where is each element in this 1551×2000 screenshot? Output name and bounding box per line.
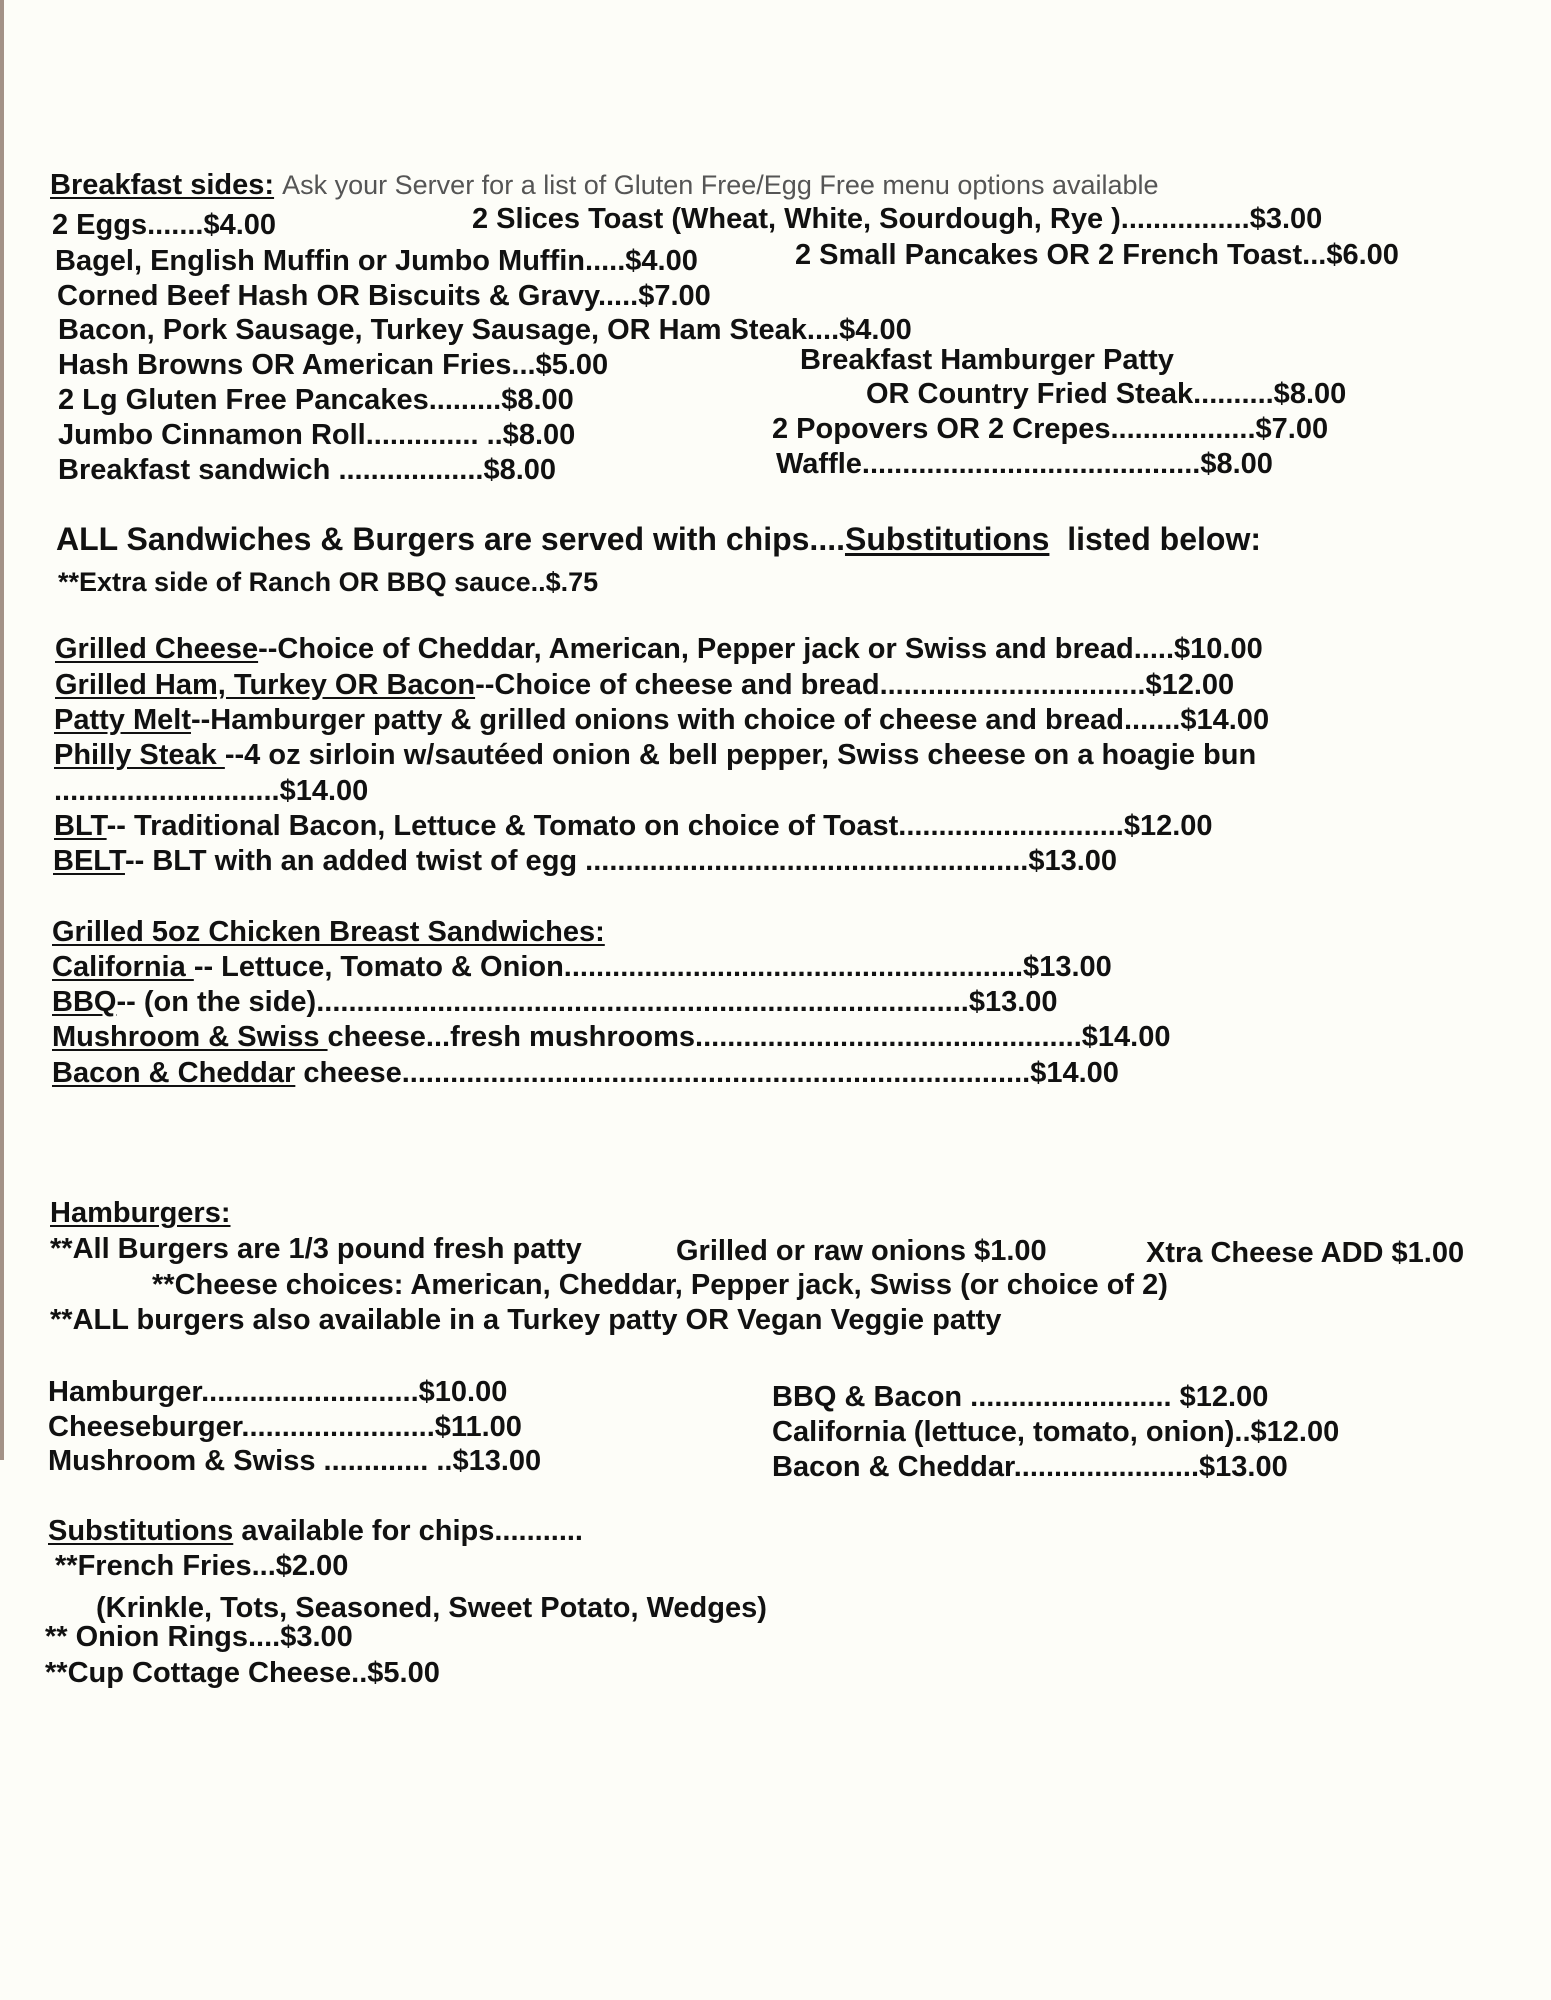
burger-item: California (lettuce, tomato, onion)..$12.00 bbox=[772, 1416, 1340, 1448]
item-name: California bbox=[52, 951, 194, 983]
substitution-item: (Krinkle, Tots, Seasoned, Sweet Potato, Wedges) bbox=[96, 1592, 767, 1624]
burger-note-alt: **ALL burgers also available in a Turkey patty OR Vegan Veggie patty bbox=[50, 1304, 1002, 1336]
burger-item: Cheeseburger........................$11.00 bbox=[48, 1411, 522, 1443]
sandwich-item bbox=[54, 774, 368, 808]
sandwich-item bbox=[54, 703, 1269, 737]
item-desc: --Hamburger patty & grilled onions with choice of cheese and bread.......$14.00 bbox=[190, 704, 1270, 736]
extra-sauce-note: **Extra side of Ranch OR BBQ sauce..$.75 bbox=[58, 567, 599, 597]
sandwich-item bbox=[54, 738, 1256, 772]
substitutions-title: Substitutions bbox=[48, 1515, 234, 1547]
breakfast-item: 2 Eggs.......$4.00 bbox=[52, 209, 277, 241]
burger-item: Hamburger...........................$10.00 bbox=[48, 1376, 508, 1408]
item-desc: -- (on the side).................................................................................$13.00 bbox=[116, 986, 1058, 1018]
item-desc: --4 oz sirloin w/sautéed onion & bell pepper, Swiss cheese on a hoagie bun bbox=[224, 739, 1257, 771]
sandwich-item bbox=[54, 809, 1213, 843]
breakfast-item: Bagel, English Muffin or Jumbo Muffin.....$4.00 bbox=[55, 245, 698, 277]
item-desc: -- Traditional Bacon, Lettuce & Tomato on choice of Toast............................$12.00 bbox=[106, 810, 1213, 842]
item-name: Grilled Ham, Turkey OR Bacon bbox=[55, 669, 476, 701]
breakfast-item: Breakfast Hamburger Patty bbox=[800, 344, 1174, 376]
item-desc: cheese...fresh mushrooms................................................$14.00 bbox=[327, 1021, 1171, 1053]
headline-substitutions: Substitutions bbox=[844, 521, 1050, 557]
sandwich-item bbox=[55, 668, 1234, 702]
burger-note-choices: **Cheese choices: American, Cheddar, Pepper jack, Swiss (or choice of 2) bbox=[152, 1269, 1168, 1301]
item-desc: cheese..............................................................................$14.00 bbox=[295, 1057, 1119, 1089]
item-desc: --Choice of Cheddar, American, Pepper jack or Swiss and bread.....$10.00 bbox=[258, 633, 1263, 665]
burger-item: BBQ & Bacon ......................... $12.00 bbox=[772, 1381, 1269, 1413]
chicken-item bbox=[52, 1056, 1119, 1090]
breakfast-item: Waffle..........................................$8.00 bbox=[776, 448, 1273, 480]
sandwich-item bbox=[53, 844, 1117, 878]
item-name: BLT bbox=[54, 810, 107, 842]
item-name: Philly Steak bbox=[54, 739, 225, 771]
substitution-item: **Cup Cottage Cheese..$5.00 bbox=[45, 1657, 440, 1689]
breakfast-item: Breakfast sandwich ..................$8.00 bbox=[58, 454, 557, 486]
breakfast-item: 2 Popovers OR 2 Crepes..................$7.00 bbox=[772, 413, 1329, 445]
breakfast-item: Jumbo Cinnamon Roll.............. ..$8.00 bbox=[58, 419, 576, 451]
item-desc: -- BLT with an added twist of egg .......................................................$13.00 bbox=[124, 845, 1118, 877]
chicken-item bbox=[52, 950, 1112, 984]
sandwiches-headline bbox=[56, 522, 1261, 556]
breakfast-item: OR Country Fried Steak..........$8.00 bbox=[866, 378, 1347, 410]
substitutions-title-rest: available for chips........... bbox=[233, 1515, 583, 1547]
burger-note-patty: **All Burgers are 1/3 pound fresh patty bbox=[50, 1233, 582, 1265]
burger-item: Mushroom & Swiss ............. ..$13.00 bbox=[48, 1445, 542, 1477]
burger-note-cheese: Xtra Cheese ADD $1.00 bbox=[1146, 1237, 1465, 1269]
breakfast-item: 2 Slices Toast (Wheat, White, Sourdough, Rye )................$3.00 bbox=[472, 203, 1323, 235]
item-name: BELT bbox=[53, 845, 125, 877]
item-desc: --Choice of cheese and bread.................................$12.00 bbox=[475, 669, 1235, 701]
chicken-title: Grilled 5oz Chicken Breast Sandwiches: bbox=[52, 916, 605, 948]
item-desc: -- Lettuce, Tomato & Onion.........................................................$13.00 bbox=[193, 951, 1112, 983]
item-name: Bacon & Cheddar bbox=[52, 1057, 296, 1089]
headline-end: listed below: bbox=[1067, 521, 1261, 557]
burger-item: Bacon & Cheddar.......................$13.00 bbox=[772, 1451, 1288, 1483]
item-name: Patty Melt bbox=[54, 704, 191, 736]
chicken-item bbox=[52, 1020, 1170, 1054]
substitution-item: ** Onion Rings....$3.00 bbox=[45, 1621, 353, 1653]
breakfast-note: Ask your Server for a list of Gluten Free/Egg Free menu options available bbox=[282, 170, 1159, 200]
breakfast-item: Corned Beef Hash OR Biscuits & Gravy.....$7.00 bbox=[57, 280, 711, 312]
hamburgers-title: Hamburgers: bbox=[50, 1197, 231, 1229]
page-edge-shadow bbox=[0, 0, 4, 1460]
chicken-item bbox=[52, 985, 1058, 1019]
substitutions-header bbox=[48, 1514, 583, 1548]
breakfast-item: Hash Browns OR American Fries...$5.00 bbox=[58, 349, 609, 381]
item-name: Mushroom & Swiss bbox=[52, 1021, 328, 1053]
item-name: Grilled Cheese bbox=[55, 633, 259, 665]
item-desc: ............................$14.00 bbox=[54, 775, 369, 807]
substitution-item: **French Fries...$2.00 bbox=[55, 1550, 349, 1582]
item-name: BBQ bbox=[52, 986, 117, 1018]
breakfast-item: 2 Small Pancakes OR 2 French Toast...$6.00 bbox=[795, 239, 1399, 271]
breakfast-item: Bacon, Pork Sausage, Turkey Sausage, OR Ham Steak....$4.00 bbox=[58, 314, 912, 346]
breakfast-header bbox=[50, 168, 1159, 202]
headline-text: ALL Sandwiches & Burgers are served with chips.... bbox=[56, 521, 845, 557]
breakfast-title: Breakfast sides: bbox=[50, 169, 275, 201]
sandwich-item bbox=[55, 632, 1263, 666]
burger-note-onions: Grilled or raw onions $1.00 bbox=[676, 1235, 1047, 1267]
breakfast-item: 2 Lg Gluten Free Pancakes.........$8.00 bbox=[58, 384, 574, 416]
